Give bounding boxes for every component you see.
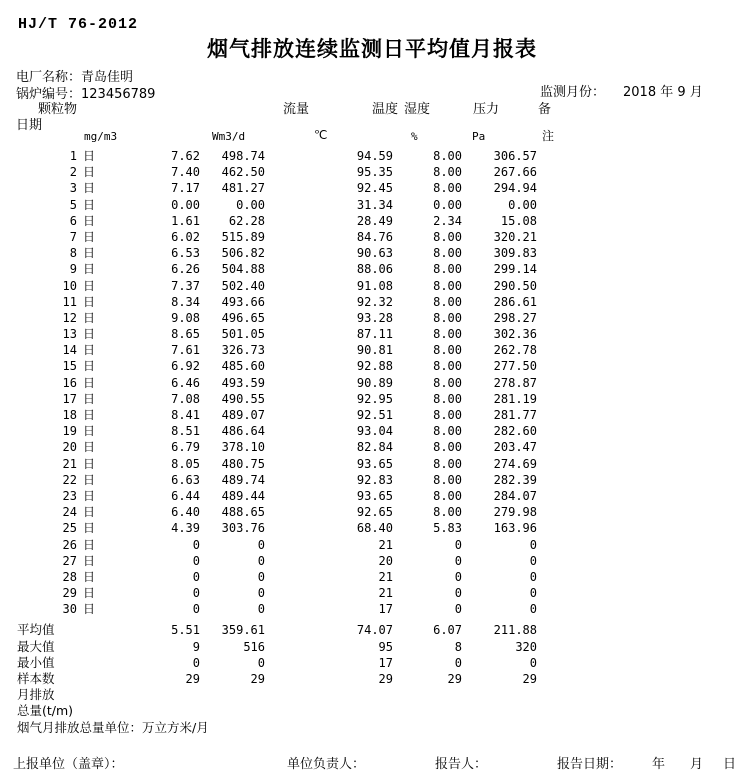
cell-particulate: 6.79 — [171, 440, 200, 455]
cell-pressure: 294.94 — [493, 181, 537, 196]
cell-particulate: 6.44 — [171, 488, 200, 503]
cell-humidity: 8.00 — [433, 327, 462, 342]
cell-flow: 496.65 — [221, 310, 265, 325]
cell-humidity: 8.00 — [433, 278, 462, 293]
table-row — [0, 537, 744, 553]
cell-pressure: 282.60 — [493, 424, 537, 439]
plant-name-label: 电厂名称： — [16, 70, 82, 85]
day-suffix: 日 — [83, 488, 96, 503]
day-number: 23 — [62, 488, 77, 503]
day-suffix: 日 — [83, 359, 96, 374]
day-number: 14 — [62, 343, 77, 358]
cell-flow: 493.59 — [221, 375, 265, 390]
summary-row — [0, 703, 744, 719]
cell-particulate: 7.62 — [171, 149, 200, 163]
cell-pressure: 282.39 — [493, 472, 537, 487]
cell-particulate: 6.53 — [171, 246, 200, 261]
cell-pressure: 0 — [529, 553, 537, 568]
cell-humidity: 8 — [454, 639, 462, 654]
day-number: 26 — [62, 537, 77, 552]
report-date-month-label: 月 — [690, 757, 704, 772]
cell-pressure: 15.08 — [500, 213, 537, 228]
cell-temperature: 92.95 — [356, 391, 393, 406]
cell-particulate: 6.63 — [171, 472, 200, 487]
cell-humidity: 8.00 — [433, 456, 462, 471]
monitoring-month-line — [540, 81, 703, 100]
cell-pressure: 0 — [529, 602, 537, 617]
cell-flow: 502.40 — [221, 278, 265, 293]
day-number: 28 — [62, 569, 77, 584]
cell-pressure: 29 — [522, 672, 537, 686]
summary-label: 样本数 — [17, 671, 55, 686]
cell-temperature: 93.65 — [356, 456, 393, 471]
cell-flow: 62.28 — [228, 213, 265, 228]
day-number: 2 — [69, 165, 77, 180]
day-suffix: 日 — [83, 456, 96, 471]
cell-particulate: 0 — [192, 655, 200, 670]
cell-flow: 486.64 — [221, 424, 265, 439]
day-suffix: 日 — [83, 213, 96, 228]
summary-label: 总量(t/m) — [17, 703, 74, 719]
cell-humidity: 5.83 — [433, 521, 462, 536]
report-date-label: 报告日期： — [557, 757, 623, 772]
cell-flow: 0 — [257, 602, 265, 617]
table-row — [0, 375, 744, 391]
cell-humidity: 8.00 — [433, 165, 462, 180]
cell-particulate: 9 — [192, 639, 200, 654]
cell-particulate: 29 — [185, 672, 200, 686]
report-date-day-label: 日 — [723, 757, 737, 772]
cell-humidity: 8.00 — [433, 262, 462, 277]
table-row — [0, 342, 744, 358]
day-number: 8 — [69, 246, 77, 261]
cell-humidity: 8.00 — [433, 440, 462, 455]
column-header-particulate: 颗粒物 — [38, 102, 78, 117]
cell-flow: 0 — [257, 553, 265, 568]
day-number: 29 — [62, 586, 77, 601]
cell-temperature: 87.11 — [356, 327, 393, 342]
table-row — [0, 310, 744, 326]
cell-temperature: 82.84 — [356, 440, 393, 455]
cell-flow: 498.74 — [221, 149, 265, 163]
cell-pressure: 302.36 — [493, 327, 537, 342]
day-number: 17 — [62, 391, 77, 406]
cell-temperature: 92.32 — [356, 294, 393, 309]
unit-flow: Wm3/d — [212, 130, 246, 143]
cell-humidity: 8.00 — [433, 408, 462, 422]
cell-flow: 359.61 — [221, 623, 265, 638]
day-number: 9 — [69, 262, 77, 277]
day-suffix: 日 — [83, 553, 96, 568]
cell-humidity: 0 — [454, 537, 462, 552]
cell-temperature: 90.89 — [356, 375, 393, 390]
day-number: 7 — [69, 229, 77, 244]
cell-pressure: 284.07 — [493, 488, 537, 503]
report-title: 烟气排放连续监测日平均值月报表 — [207, 37, 537, 61]
cell-particulate: 0 — [192, 553, 200, 568]
cell-humidity: 8.00 — [433, 181, 462, 196]
cell-humidity: 8.00 — [433, 505, 462, 520]
cell-flow: 489.44 — [221, 488, 265, 503]
cell-particulate: 5.51 — [171, 623, 200, 638]
table-row — [0, 326, 744, 342]
cell-pressure: 299.14 — [493, 262, 537, 277]
cell-pressure: 163.96 — [493, 521, 537, 536]
cell-pressure: 0 — [529, 586, 537, 601]
cell-particulate: 8.51 — [171, 424, 200, 439]
data-table — [0, 148, 744, 736]
summary-row — [0, 687, 744, 703]
day-suffix: 日 — [83, 602, 96, 617]
cell-pressure: 203.47 — [493, 440, 537, 455]
cell-particulate: 6.46 — [171, 375, 200, 390]
cell-humidity: 8.00 — [433, 488, 462, 503]
cell-temperature: 92.65 — [356, 505, 393, 520]
cell-flow: 489.74 — [221, 472, 265, 487]
reporter-label: 报告人： — [435, 757, 488, 772]
table-row — [0, 585, 744, 601]
day-suffix: 日 — [83, 181, 96, 196]
day-number: 19 — [62, 424, 77, 439]
cell-flow: 462.50 — [221, 165, 265, 180]
cell-particulate: 0 — [192, 569, 200, 584]
cell-temperature: 84.76 — [356, 229, 393, 244]
cell-temperature: 93.28 — [356, 310, 393, 325]
day-number: 13 — [62, 327, 77, 342]
cell-pressure: 279.98 — [493, 505, 537, 520]
summary-row — [0, 639, 744, 655]
day-number: 10 — [62, 278, 77, 293]
summary-label: 最小值 — [17, 654, 55, 670]
day-number: 18 — [62, 408, 77, 422]
cell-particulate: 6.26 — [171, 262, 200, 277]
cell-flow: 0 — [257, 586, 265, 601]
day-suffix: 日 — [83, 343, 96, 358]
day-number: 25 — [62, 521, 77, 536]
table-row — [0, 456, 744, 472]
footnote: 烟气月排放总量单位：万立方米/月 — [17, 719, 209, 735]
cell-particulate: 7.37 — [171, 278, 200, 293]
cell-temperature: 21 — [378, 569, 393, 584]
table-row — [0, 278, 744, 294]
day-suffix: 日 — [83, 294, 96, 309]
cell-pressure: 0 — [529, 537, 537, 552]
table-row — [0, 407, 744, 423]
table-row — [0, 439, 744, 455]
cell-pressure: 298.27 — [493, 310, 537, 325]
cell-flow: 504.88 — [221, 262, 265, 277]
cell-flow: 506.82 — [221, 246, 265, 261]
cell-particulate: 6.02 — [171, 229, 200, 244]
boiler-id-value: 123456789 — [81, 87, 156, 102]
cell-pressure: 309.83 — [493, 246, 537, 261]
summary-rows — [0, 622, 744, 719]
cell-particulate: 4.39 — [171, 521, 200, 536]
cell-temperature: 88.06 — [356, 262, 393, 277]
cell-pressure: 0.00 — [508, 197, 537, 212]
day-suffix: 日 — [83, 310, 96, 325]
day-number: 6 — [69, 213, 77, 228]
cell-humidity: 2.34 — [433, 213, 462, 228]
cell-particulate: 9.08 — [171, 310, 200, 325]
table-row — [0, 391, 744, 407]
cell-pressure: 278.87 — [493, 375, 537, 390]
table-row — [0, 294, 744, 310]
day-suffix: 日 — [83, 505, 96, 520]
table-row — [0, 148, 744, 164]
day-number: 22 — [62, 472, 77, 487]
unit-temperature: ℃ — [314, 128, 328, 142]
cell-humidity: 8.00 — [433, 391, 462, 406]
column-header-remark-bottom: 注 — [542, 129, 555, 143]
cell-pressure: 274.69 — [493, 456, 537, 471]
monitoring-month-value: 2018 年 9 月 — [623, 85, 703, 100]
cell-flow: 489.07 — [221, 408, 265, 422]
cell-temperature: 95 — [378, 639, 393, 654]
column-header-flow: 流量 — [283, 102, 310, 117]
cell-flow: 481.27 — [221, 181, 265, 196]
column-header-humidity: 湿度 — [404, 102, 431, 117]
cell-particulate: 7.61 — [171, 343, 200, 358]
day-suffix: 日 — [83, 262, 96, 277]
unit-pressure: Pa — [472, 130, 486, 143]
table-row — [0, 601, 744, 617]
cell-pressure: 290.50 — [493, 278, 537, 293]
day-suffix: 日 — [83, 165, 96, 180]
cell-pressure: 320.21 — [493, 229, 537, 244]
day-suffix: 日 — [83, 197, 96, 212]
cell-pressure: 286.61 — [493, 294, 537, 309]
cell-pressure: 281.77 — [493, 408, 537, 422]
day-suffix: 日 — [83, 472, 96, 487]
day-number: 21 — [62, 456, 77, 471]
summary-label: 最大值 — [17, 638, 55, 654]
summary-row — [0, 655, 744, 671]
unit-humidity: % — [411, 130, 418, 143]
cell-particulate: 7.08 — [171, 391, 200, 406]
cell-flow: 493.66 — [221, 294, 265, 309]
cell-humidity: 6.07 — [433, 623, 462, 638]
cell-humidity: 0 — [454, 655, 462, 670]
cell-pressure: 267.66 — [493, 165, 537, 180]
table-row — [0, 229, 744, 245]
cell-flow: 490.55 — [221, 391, 265, 406]
column-header-remark-top: 备 — [538, 102, 552, 117]
day-number: 3 — [69, 181, 77, 196]
cell-temperature: 93.65 — [356, 488, 393, 503]
cell-pressure: 211.88 — [493, 623, 537, 638]
cell-particulate: 8.65 — [171, 327, 200, 342]
cell-pressure: 262.78 — [493, 343, 537, 358]
day-suffix: 日 — [83, 375, 96, 390]
cell-flow: 515.89 — [221, 229, 265, 244]
cell-pressure: 306.57 — [493, 149, 537, 163]
cell-temperature: 95.35 — [356, 165, 393, 180]
day-suffix: 日 — [83, 424, 96, 439]
cell-flow: 501.05 — [221, 327, 265, 342]
cell-particulate: 0 — [192, 537, 200, 552]
day-suffix: 日 — [83, 327, 96, 342]
cell-humidity: 0.00 — [433, 197, 462, 212]
cell-flow: 0 — [257, 569, 265, 584]
cell-flow: 326.73 — [221, 343, 265, 358]
cell-flow: 29 — [250, 672, 265, 686]
summary-label: 月排放 — [17, 687, 55, 703]
cell-humidity: 8.00 — [433, 149, 462, 163]
day-suffix: 日 — [83, 278, 96, 293]
cell-temperature: 74.07 — [356, 623, 393, 638]
table-row — [0, 553, 744, 569]
column-header-temperature: 温度 — [372, 102, 399, 117]
table-row — [0, 197, 744, 213]
table-row — [0, 569, 744, 585]
cell-humidity: 8.00 — [433, 229, 462, 244]
cell-pressure: 0 — [529, 655, 537, 670]
cell-humidity: 0 — [454, 586, 462, 601]
day-number: 11 — [62, 294, 77, 309]
cell-flow: 0 — [257, 655, 265, 670]
cell-humidity: 0 — [454, 602, 462, 617]
table-row — [0, 213, 744, 229]
day-number: 12 — [62, 310, 77, 325]
cell-humidity: 0 — [454, 553, 462, 568]
table-row — [0, 472, 744, 488]
cell-humidity: 8.00 — [433, 375, 462, 390]
cell-flow: 0 — [257, 537, 265, 552]
day-suffix: 日 — [83, 229, 96, 244]
day-number: 16 — [62, 375, 77, 390]
cell-particulate: 8.41 — [171, 408, 200, 422]
day-suffix: 日 — [83, 537, 96, 552]
day-suffix: 日 — [83, 440, 96, 455]
cell-humidity: 8.00 — [433, 424, 462, 439]
cell-temperature: 31.34 — [356, 197, 393, 212]
cell-flow: 480.75 — [221, 456, 265, 471]
cell-particulate: 0 — [192, 586, 200, 601]
cell-flow: 488.65 — [221, 505, 265, 520]
cell-flow: 516 — [243, 639, 265, 654]
cell-humidity: 8.00 — [433, 294, 462, 309]
column-header-date: 日期 — [16, 118, 43, 133]
cell-flow: 303.76 — [221, 521, 265, 536]
cell-flow: 378.10 — [221, 440, 265, 455]
cell-flow: 485.60 — [221, 359, 265, 374]
table-row — [0, 504, 744, 520]
cell-temperature: 92.88 — [356, 359, 393, 374]
day-number: 5 — [69, 197, 77, 212]
cell-temperature: 28.49 — [356, 213, 393, 228]
day-number: 30 — [62, 602, 77, 617]
boiler-id-label: 锅炉编号： — [16, 87, 82, 102]
cell-temperature: 92.45 — [356, 181, 393, 196]
cell-humidity: 29 — [447, 672, 462, 686]
cell-humidity: 8.00 — [433, 343, 462, 358]
cell-temperature: 21 — [378, 586, 393, 601]
cell-particulate: 7.17 — [171, 181, 200, 196]
day-number: 20 — [62, 440, 77, 455]
report-date-year-label: 年 — [652, 757, 666, 772]
table-row — [0, 180, 744, 196]
table-row — [0, 261, 744, 277]
cell-temperature: 90.81 — [356, 343, 393, 358]
cell-temperature: 68.40 — [356, 521, 393, 536]
cell-temperature: 93.04 — [356, 424, 393, 439]
cell-particulate: 8.34 — [171, 294, 200, 309]
cell-temperature: 92.83 — [356, 472, 393, 487]
cell-temperature: 29 — [378, 672, 393, 686]
cell-humidity: 0 — [454, 569, 462, 584]
summary-label: 平均值 — [17, 622, 55, 638]
summary-row — [0, 622, 744, 638]
day-suffix: 日 — [83, 586, 96, 601]
report-unit-label: 上报单位（盖章）： — [13, 757, 124, 772]
day-number: 27 — [62, 553, 77, 568]
monitoring-month-label: 监测月份： — [540, 85, 606, 100]
cell-temperature: 20 — [378, 553, 393, 568]
cell-particulate: 6.40 — [171, 505, 200, 520]
cell-temperature: 90.63 — [356, 246, 393, 261]
cell-particulate: 1.61 — [171, 213, 200, 228]
cell-temperature: 17 — [378, 602, 393, 617]
day-suffix: 日 — [83, 569, 96, 584]
cell-humidity: 8.00 — [433, 472, 462, 487]
cell-particulate: 8.05 — [171, 456, 200, 471]
table-row — [0, 488, 744, 504]
summary-row — [0, 671, 744, 687]
day-number: 24 — [62, 505, 77, 520]
cell-temperature: 91.08 — [356, 278, 393, 293]
table-row — [0, 520, 744, 536]
cell-particulate: 6.92 — [171, 359, 200, 374]
standard-number: HJ/T 76-2012 — [18, 16, 139, 33]
table-row — [0, 423, 744, 439]
day-suffix: 日 — [83, 391, 96, 406]
cell-humidity: 8.00 — [433, 310, 462, 325]
day-number: 15 — [62, 359, 77, 374]
plant-name-value: 青岛佳明 — [81, 70, 134, 85]
cell-temperature: 17 — [378, 655, 393, 670]
table-row — [0, 358, 744, 374]
cell-temperature: 92.51 — [356, 408, 393, 422]
cell-pressure: 281.19 — [493, 391, 537, 406]
column-header-pressure: 压力 — [473, 102, 500, 117]
daily-rows — [0, 148, 744, 617]
cell-particulate: 7.40 — [171, 165, 200, 180]
cell-temperature: 94.59 — [356, 149, 393, 163]
day-suffix: 日 — [83, 246, 96, 261]
cell-humidity: 8.00 — [433, 246, 462, 261]
day-suffix: 日 — [83, 149, 96, 163]
boiler-id-line — [16, 83, 155, 102]
table-row — [0, 245, 744, 261]
cell-particulate: 0.00 — [171, 197, 200, 212]
cell-particulate: 0 — [192, 602, 200, 617]
cell-pressure: 320 — [515, 639, 537, 654]
day-suffix: 日 — [83, 408, 96, 422]
cell-flow: 0.00 — [236, 197, 265, 212]
unit-head-label: 单位负责人： — [287, 757, 366, 772]
cell-temperature: 21 — [378, 537, 393, 552]
day-suffix: 日 — [83, 521, 96, 536]
cell-humidity: 8.00 — [433, 359, 462, 374]
unit-particulate: mg/m3 — [84, 130, 118, 143]
table-row — [0, 164, 744, 180]
cell-pressure: 0 — [529, 569, 537, 584]
day-number: 1 — [69, 149, 77, 163]
cell-pressure: 277.50 — [493, 359, 537, 374]
